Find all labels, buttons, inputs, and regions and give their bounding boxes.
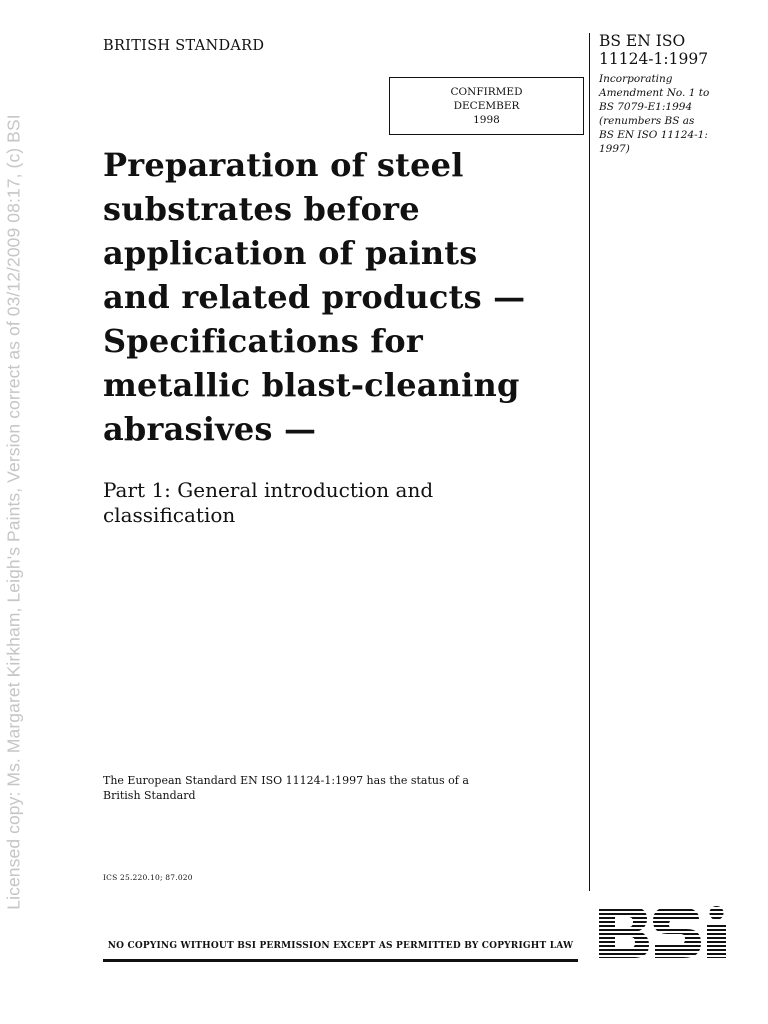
ics-code: ICS 25.220.10; 87.020 [103,873,193,882]
title-line: Specifications for [103,322,423,360]
amendment-note [599,72,759,156]
subtitle-line-2: classification [103,503,236,527]
status-statement [103,773,523,803]
title-line: substrates before [103,190,420,228]
confirmed-line-1: CONFIRMED [450,86,523,98]
title-line: application of paints [103,234,478,272]
status-line-2: British Standard [103,789,196,802]
title-line: abrasives — [103,410,317,448]
title-line: and related products — [103,278,526,316]
amendment-line-1: Incorporating [599,73,673,85]
watermark-text: Licensed copy: Ms. Margaret Kirkham, Leigh's Paints, Version correct as of 03/12/2009 08:17, (c) BSI [3,114,24,910]
amendment-line-4: (renumbers BS as [599,115,695,127]
subtitle-line-1: Part 1: General introduction and [103,478,434,502]
document-series-label: BRITISH STANDARD [103,38,265,54]
standard-number-line-1: BS EN ISO [599,32,686,50]
document-subtitle [103,478,543,528]
confirmed-line-2: DECEMBER [453,100,520,112]
amendment-line-2: Amendment No. 1 to [599,87,710,99]
footer-rule [103,959,578,962]
copyright-watermark [0,0,28,1024]
amendment-line-3: BS 7079-E1:1994 [599,101,693,113]
title-line: metallic blast-cleaning [103,366,520,404]
status-line-1: The European Standard EN ISO 11124-1:1997 has the status of a [103,774,469,787]
bsi-logo-icon [597,905,733,960]
amendment-line-5: BS EN ISO 11124-1: [599,129,708,141]
vertical-divider [589,33,590,891]
confirmed-stamp [389,77,584,135]
document-title [103,143,583,451]
copyright-notice: NO COPYING WITHOUT BSI PERMISSION EXCEPT AS PERMITTED BY COPYRIGHT LAW [107,941,574,951]
standard-number [599,32,759,68]
standard-number-line-2: 11124-1:1997 [599,50,709,68]
amendment-line-6: 1997) [599,143,630,155]
title-line: Preparation of steel [103,146,464,184]
confirmed-line-3: 1998 [473,114,500,126]
